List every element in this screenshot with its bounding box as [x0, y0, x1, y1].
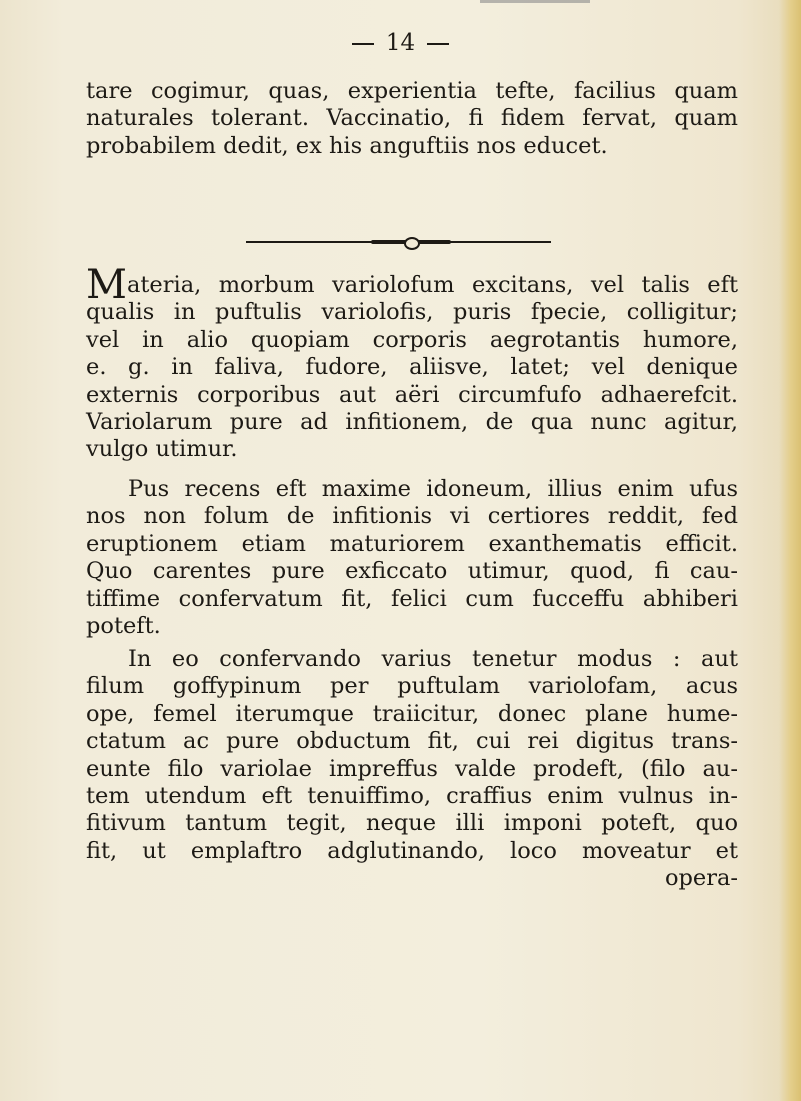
text-line: fit, ut emplaftro adglutinando, loco moveatur et [86, 837, 738, 864]
paragraph-pus-recens [86, 476, 738, 640]
text-line: ctatum ac pure obductum fit, cui rei digitus trans- [86, 728, 738, 755]
page-header [0, 30, 801, 60]
text-line: eunte filo variolae impreffus valde prodeft, (filo au- [86, 755, 738, 782]
text-line: filum goffypinum per puftulam variolofam, acus [86, 673, 738, 700]
text-line: Variolarum pure ad infitionem, de qua nunc agitur, [86, 408, 738, 435]
text-line-first: Materia, morbum variolofum excitans, vel talis eft [86, 262, 738, 308]
text-line: vulgo utimur. [86, 436, 238, 463]
text-line: tare cogimur, quas, experientia tefte, facilius quam [86, 78, 738, 104]
section-divider [246, 240, 551, 244]
text-line: probabilem dedit, ex his anguftiis nos educet. [86, 132, 608, 159]
text-line: tem utendum eft tenuiffimo, craffius enim vulnus in- [86, 782, 738, 809]
text-line: vel in alio quopiam corporis aegrotantis humore, [86, 326, 738, 353]
top-paragraph [86, 78, 738, 160]
text-line: e. g. in faliva, fudore, aliisve, latet; vel denique [86, 354, 738, 381]
text-line: qualis in puftulis variolofis, puris fpecie, colligitur; [86, 299, 738, 326]
text-line: eruptionem etiam maturiorem exanthematis efficit. [86, 530, 738, 557]
text-line: naturales tolerant. Vaccinatio, fi fidem fervat, quam [86, 105, 738, 132]
header-dash-left [352, 43, 374, 45]
text-line: fitivum tantum tegit, neque illi imponi poteft, quo [86, 810, 738, 837]
drop-capital: M [86, 262, 127, 308]
page-edge-shadow [779, 0, 801, 1101]
scan-edge-mark [480, 0, 590, 3]
text-line: Quo carentes pure exficcato utimur, quod, fi cau- [86, 558, 738, 585]
text-line: tiffime confervatum fit, felici cum fucceffu abhiberi [86, 585, 738, 612]
text-line: nos non folum de infitionis vi certiores reddit, fed [86, 503, 738, 530]
text-line: externis corporibus aut aëri circumfufo adhaerefcit. [86, 381, 738, 408]
paragraph-confervando [86, 646, 738, 893]
text-line: poteft. [86, 612, 161, 639]
paragraph-materia [86, 262, 738, 464]
text-line: In eo confervando varius tenetur modus : aut [128, 646, 738, 672]
catchword: opera- [664, 865, 738, 892]
divider-ornament-icon [404, 237, 420, 250]
text-line: ope, femel iterumque traiicitur, donec plane hume- [86, 700, 738, 727]
text-line: Pus recens eft maxime idoneum, illius enim ufus [128, 476, 738, 502]
page-number: 14 [385, 30, 416, 56]
header-dash-right [427, 43, 449, 45]
